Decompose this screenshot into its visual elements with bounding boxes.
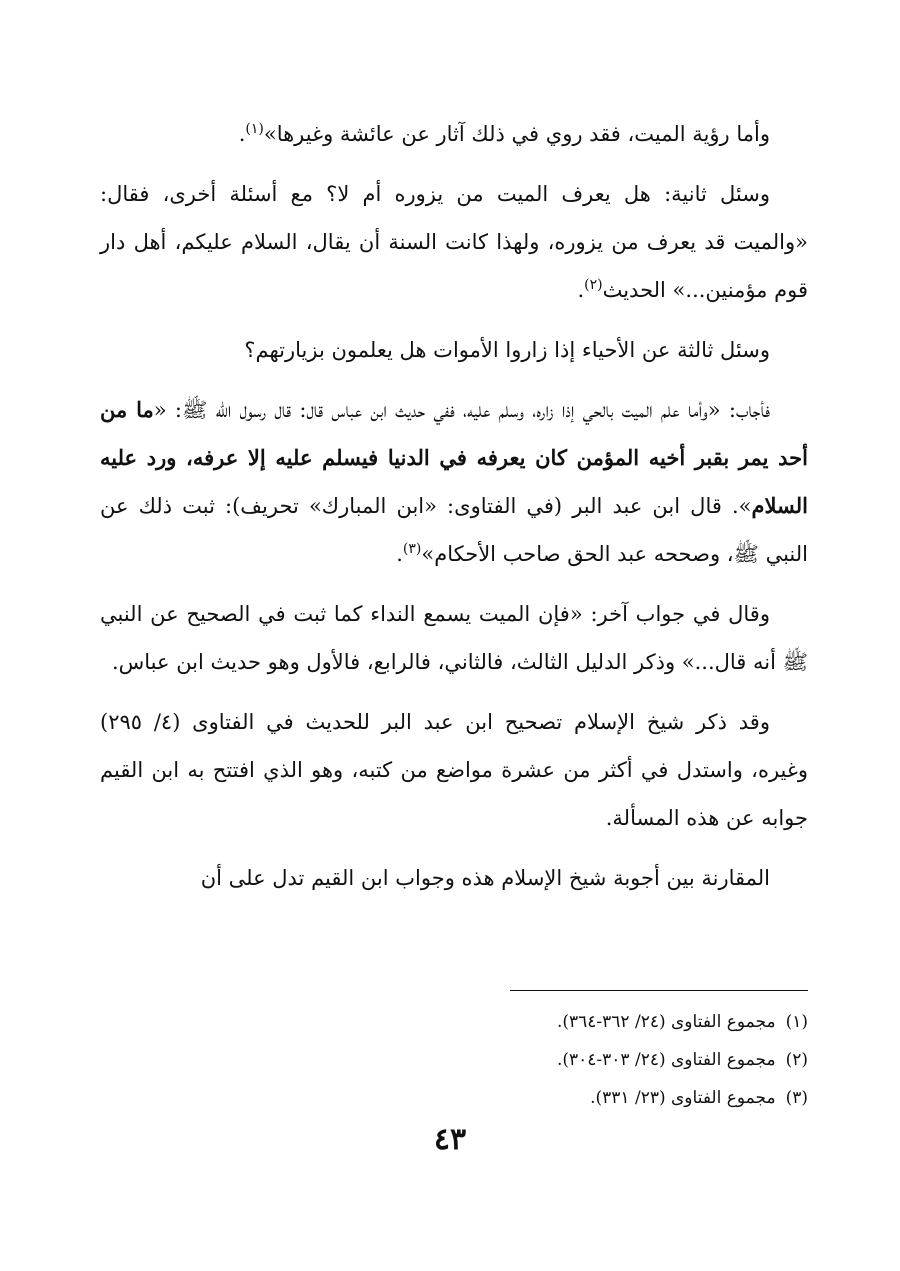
footnotes bbox=[300, 1003, 808, 1117]
paragraph-6-text: وقد ذكر شيخ الإسلام تصحيح ابن عبد البر للحديث في الفتاوى (٤/ ٢٩٥) وغيره، واستدل في أكثر من عشرة مواضع من كتبه، وهو الذي افتتح به ابن القيم جوابه عن هذه المسألة. bbox=[100, 710, 808, 830]
footnote-1 bbox=[300, 1003, 808, 1041]
paragraph-4 bbox=[100, 386, 808, 578]
footnote-number: (١) bbox=[785, 1012, 808, 1032]
footnote-3 bbox=[300, 1079, 808, 1117]
paragraph-6 bbox=[100, 698, 808, 842]
paragraph-1-end: . bbox=[238, 122, 246, 146]
footnote-ref-2[interactable]: (٢) bbox=[584, 277, 603, 293]
paragraph-2 bbox=[100, 170, 808, 314]
footnote-text: مجموع الفتاوى (٢٤/ ٣٦٢-٣٦٤). bbox=[556, 1012, 776, 1032]
footnote-ref-1[interactable]: (١) bbox=[245, 121, 264, 137]
footnote-number: (٣) bbox=[785, 1088, 808, 1108]
paragraph-5-text: وقال في جواب آخر: «فإن الميت يسمع النداء كما ثبت في الصحيح عن النبي ﷺ أنه قال...» وذكر الدليل الثالث، فالثاني، فالرابع، فالأول وهو حديث ابن عباس. bbox=[100, 602, 808, 674]
paragraph-1 bbox=[100, 110, 808, 158]
paragraph-2-end: . bbox=[577, 278, 585, 302]
footnote-divider bbox=[510, 990, 808, 991]
paragraph-7 bbox=[100, 854, 808, 902]
paragraph-3 bbox=[100, 326, 808, 374]
paragraph-4-end: . bbox=[396, 542, 403, 566]
paragraph-4-start: فأجاب: «وأما علم الميت بالحي إذا زاره، وسلم عليه، ففي حديث ابن عباس قال: قال رسول الله ﷺ: « bbox=[153, 398, 770, 422]
page-number: ٤٣ bbox=[433, 1122, 467, 1157]
footnote-ref-3[interactable]: (٣) bbox=[402, 541, 422, 557]
footnote-text: مجموع الفتاوى (٢٤/ ٣٠٣-٣٠٤). bbox=[556, 1050, 776, 1070]
main-text bbox=[100, 110, 808, 914]
hadith-quote: ما من أحد يمر بقبر أخيه المؤمن كان يعرفه في الدنيا فيسلم عليه إلا عرفه، ورد عليه السلام bbox=[100, 397, 808, 518]
footnote-text: مجموع الفتاوى (٢٣/ ٣٣١). bbox=[590, 1088, 776, 1108]
paragraph-4-rest: ». قال ابن عبد البر (في الفتاوى: «ابن المبارك» تحريف): ثبت ذلك عن النبي ﷺ، وصححه عبد الحق صاحب الأحكام» bbox=[100, 494, 808, 566]
paragraph-5 bbox=[100, 590, 808, 686]
footnote-number: (٢) bbox=[785, 1050, 808, 1070]
paragraph-2-text: وسئل ثانية: هل يعرف الميت من يزوره أم لا؟ مع أسئلة أخرى، فقال: «والميت قد يعرف من يزوره، ولهذا كانت السنة أن يقال، السلام عليكم، أهل دار قوم مؤمنين...» الحديث bbox=[100, 182, 808, 302]
paragraph-1-text: وأما رؤية الميت، فقد روي في ذلك آثار عن عائشة وغيرها» bbox=[263, 122, 770, 146]
paragraph-3-text: وسئل ثالثة عن الأحياء إذا زاروا الأموات هل يعلمون بزيارتهم؟ bbox=[244, 338, 770, 362]
footnote-2 bbox=[300, 1041, 808, 1079]
paragraph-7-text: المقارنة بين أجوبة شيخ الإسلام هذه وجواب ابن القيم تدل على أن bbox=[200, 866, 770, 890]
